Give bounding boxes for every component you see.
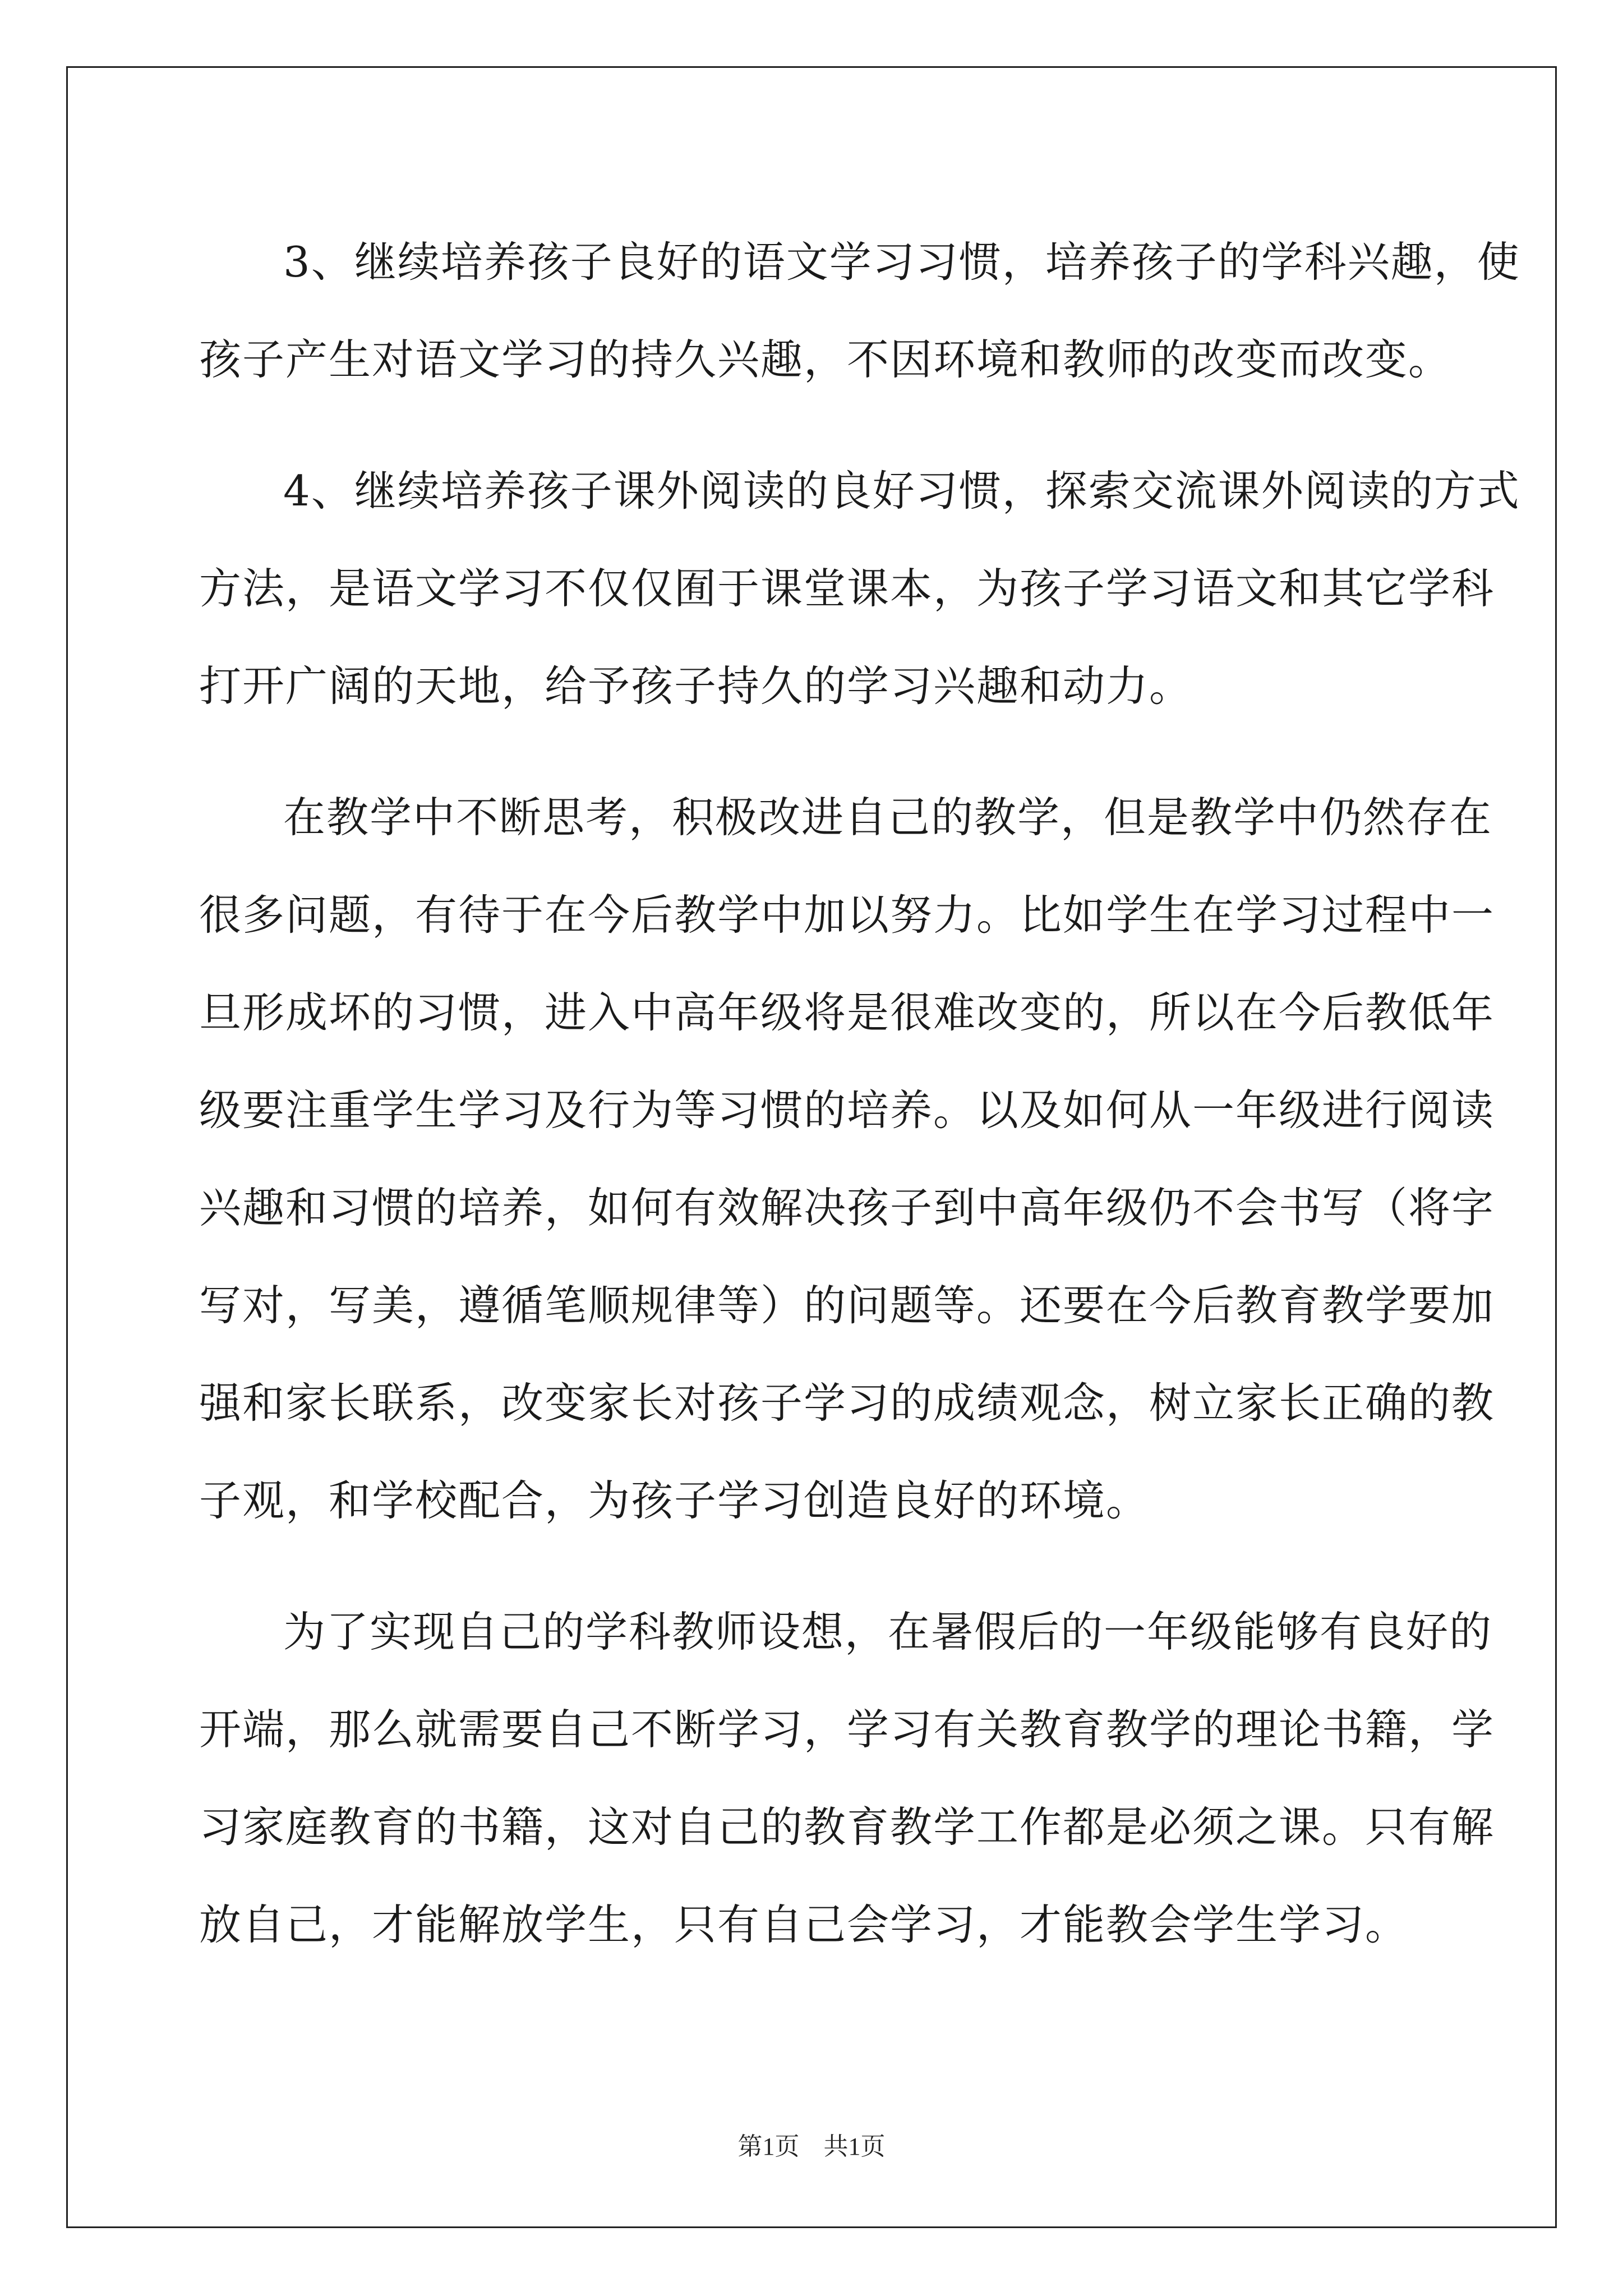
page-number: 第1页 (737, 2133, 800, 2160)
paragraph-4-line-1: 为了实现自己的学科教师设想，在暑假后的一年级能够有良好的 (283, 1607, 1493, 1657)
paragraph-4-line-3: 习家庭教育的书籍，这对自己的教育教学工作都是必须之课。只有解 (199, 1802, 1495, 1852)
paragraph-4-line-2: 开端，那么就需要自己不断学习，学习有关教育教学的理论书籍，学 (199, 1705, 1495, 1754)
page-footer (0, 2126, 1623, 2162)
paragraph-4-line-4: 放自己，才能解放学生，只有自己会学习，才能教会学生学习。 (199, 1900, 1409, 1949)
document-body (199, 213, 1520, 1973)
paragraph-1-line-2: 孩子产生对语文学习的持久兴趣，不因环境和教师的改变而改变。 (199, 335, 1452, 384)
paragraph-3-line-6: 写对，写美，遵循笔顺规律等）的问题等。还要在今后教育教学要加 (199, 1281, 1495, 1330)
paragraph-3-line-5: 兴趣和习惯的培养，如何有效解决孩子到中高年级仍不会书写（将字 (199, 1183, 1495, 1232)
paragraph-3-line-2: 很多问题，有待于在今后教学中加以努力。比如学生在学习过程中一 (199, 890, 1495, 940)
paragraph-2-line-1: 4、继续培养孩子课外阅读的良好习惯，探索交流课外阅读的方式 (283, 466, 1520, 516)
paragraph-2-line-3: 打开广阔的天地，给予孩子持久的学习兴趣和动力。 (199, 661, 1193, 711)
paragraph-3-line-7: 强和家长联系，改变家长对孩子学习的成绩观念，树立家长正确的教 (199, 1378, 1495, 1428)
page-total: 共1页 (823, 2133, 886, 2160)
paragraph-3-line-3: 旦形成坏的习惯，进入中高年级将是很难改变的，所以在今后教低年 (199, 988, 1495, 1037)
paragraph-1-line-1: 3、继续培养孩子良好的语文学习习惯，培养孩子的学科兴趣，使 (283, 237, 1520, 287)
paragraph-2-line-2: 方法，是语文学习不仅仅囿于课堂课本，为孩子学习语文和其它学科 (199, 564, 1495, 613)
paragraph-3-line-8: 子观，和学校配合，为孩子学习创造良好的环境。 (199, 1476, 1150, 1525)
paragraph-3-line-4: 级要注重学生学习及行为等习惯的培养。以及如何从一年级进行阅读 (199, 1085, 1495, 1135)
paragraph-3-line-1: 在教学中不断思考，积极改进自己的教学，但是教学中仍然存在 (283, 793, 1493, 842)
